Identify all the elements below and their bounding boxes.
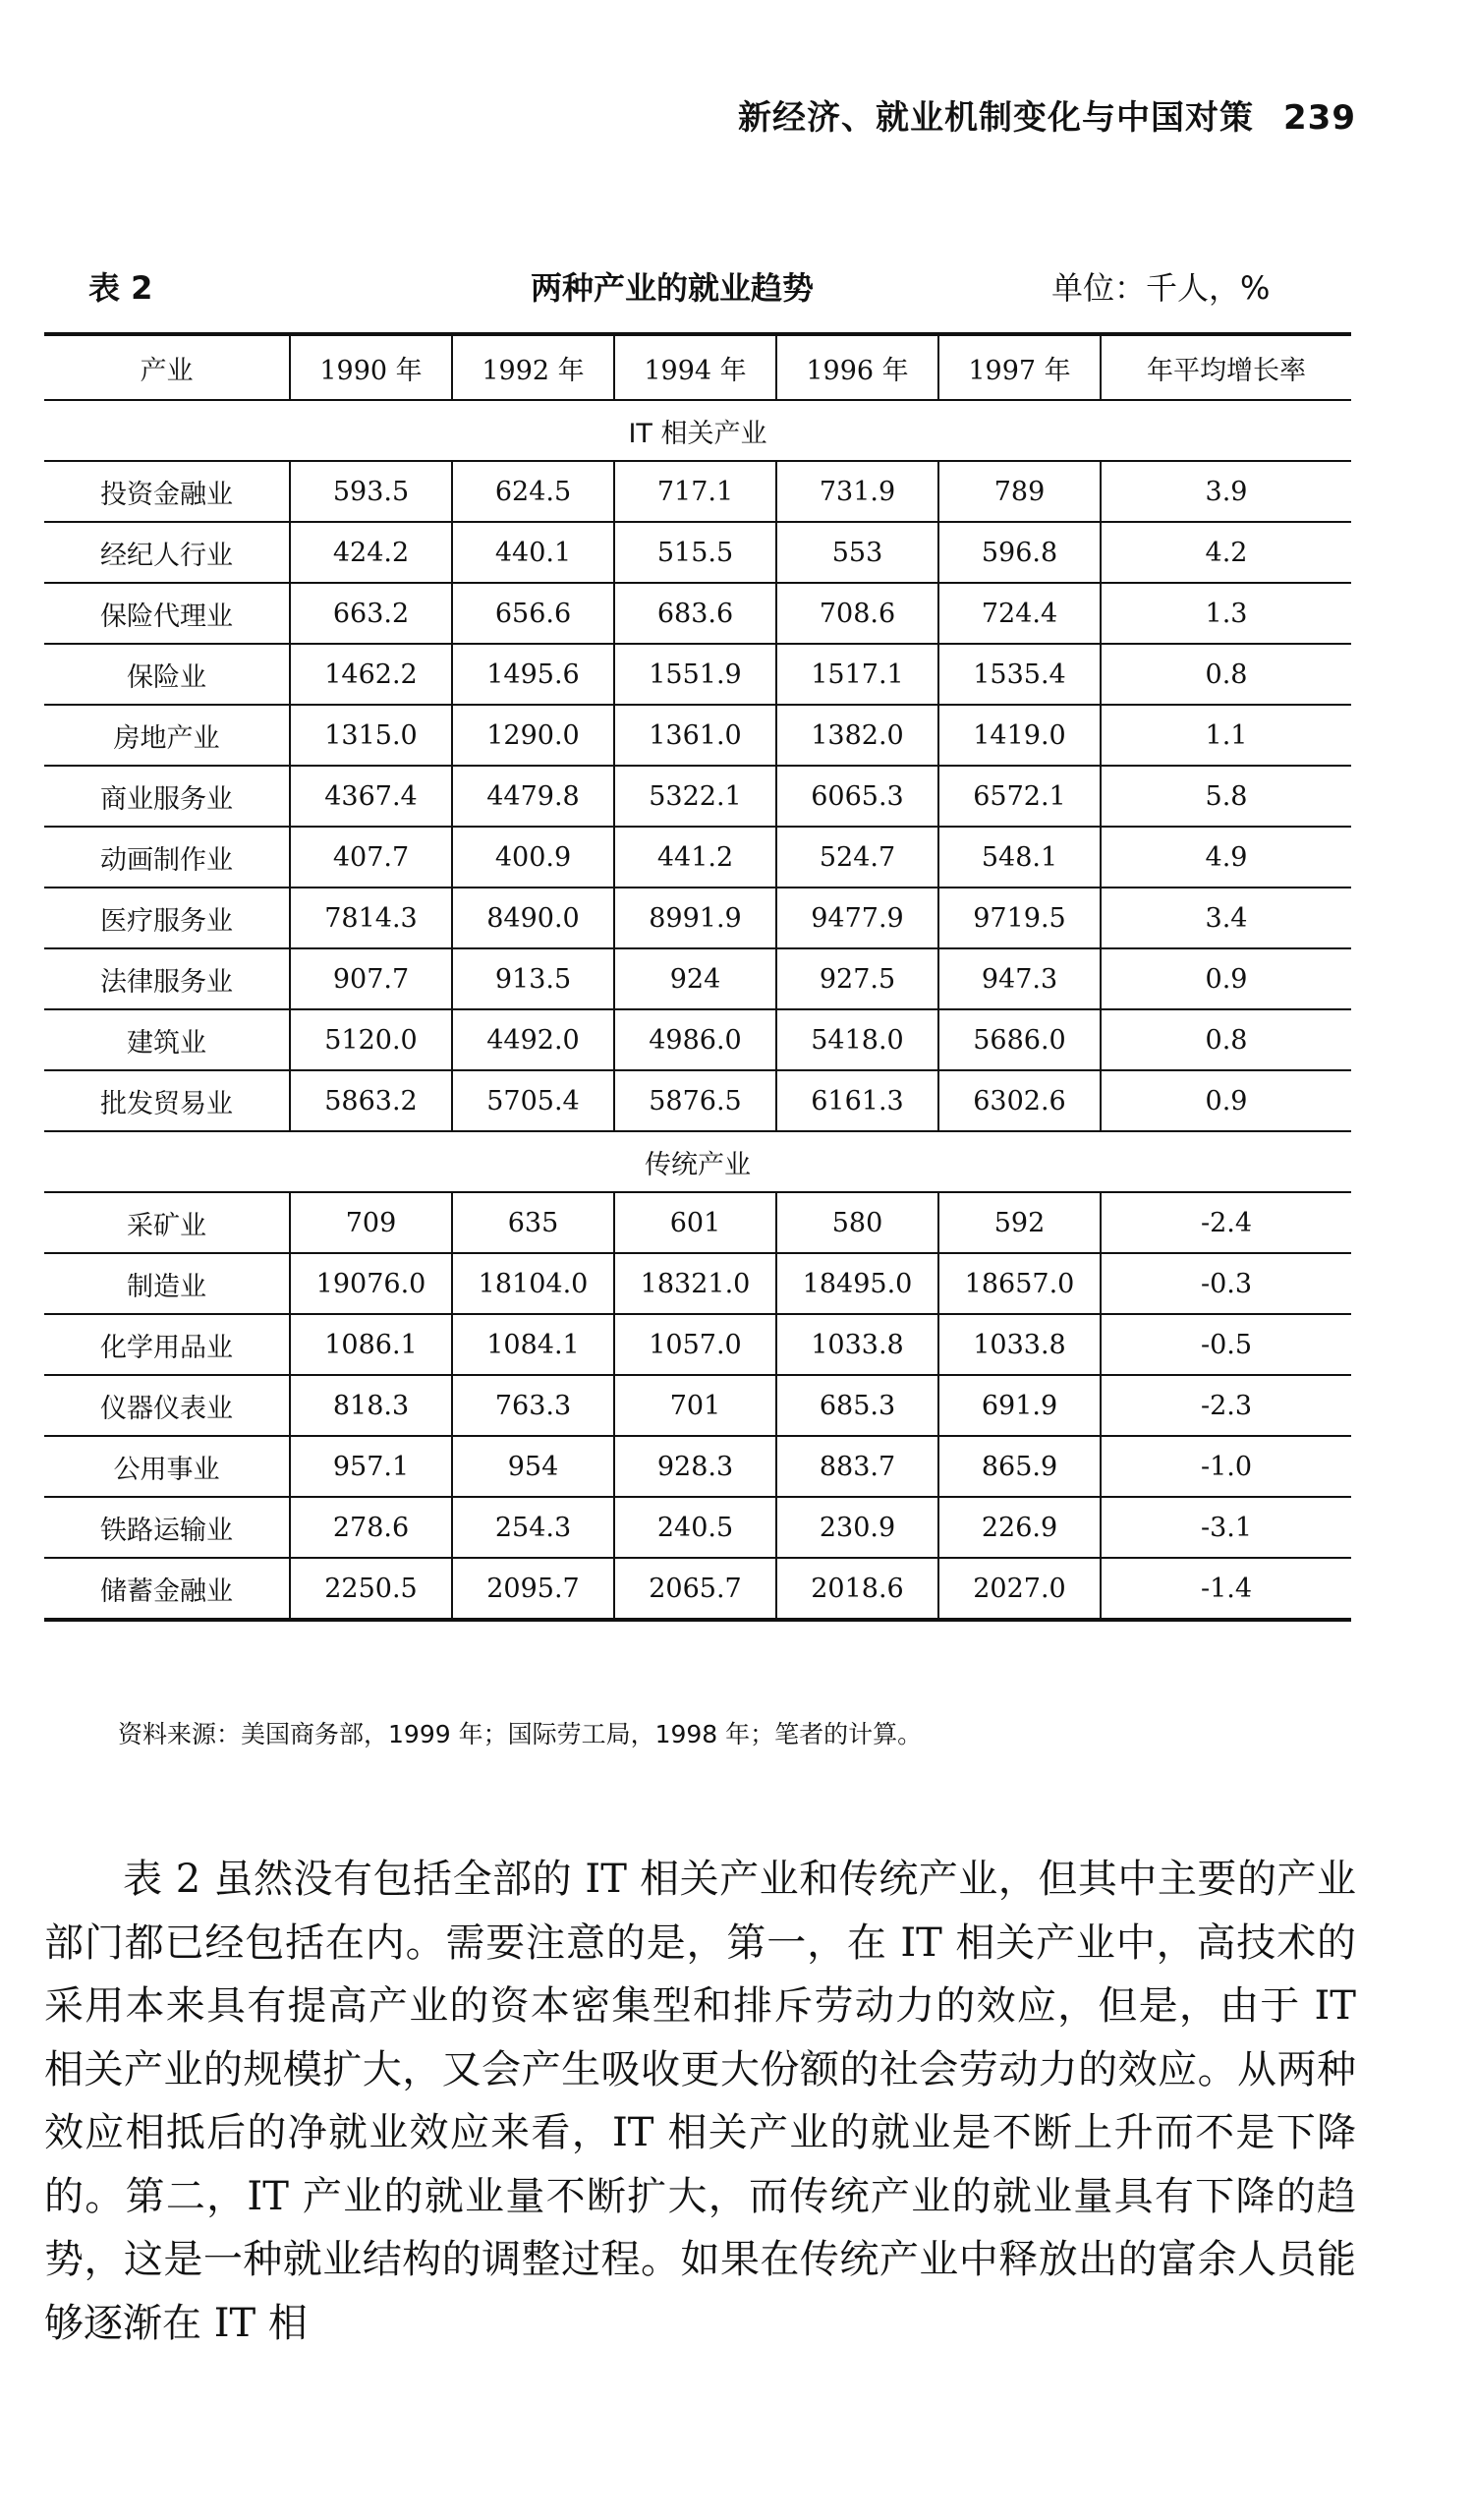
industry-name: 经纪人行业 [44,522,290,583]
industry-name: 公用事业 [44,1436,290,1497]
table-header-row [44,334,1351,400]
employment-trend-table [44,332,1351,1622]
table-cell: 18495.0 [776,1253,938,1314]
table-cell: 407.7 [290,827,452,888]
table-cell: 1462.2 [290,644,452,705]
table-cell: 883.7 [776,1436,938,1497]
industry-name: 房地产业 [44,705,290,766]
section-title: 传统产业 [44,1131,1351,1192]
industry-name: 制造业 [44,1253,290,1314]
table-cell: 226.9 [938,1497,1101,1558]
body-paragraph: 表 2 虽然没有包括全部的 IT 相关产业和传统产业，但其中主要的产业部门都已经包括在内。需要注意的是，第一，在 IT 相关产业中，高技术的采用本来具有提高产业的资本密集型和排斥劳动力的效应，但是，由于 IT 相关产业的规模扩大，又会产生吸收更大份额的社会劳动力的效应。从两种效应相抵后的净就业效应来看，IT 相关产业的就业是不断上升而不是下降的。第二，IT 产业的就业量不断扩大，而传统产业的就业量具有下降的趋势，这是一种就业结构的调整过程。如果在传统产业中释放出的富余人员能够逐渐在 IT 相 [44,1857,1356,2346]
table-cell: 1086.1 [290,1314,452,1375]
table-cell: 2027.0 [938,1558,1101,1620]
table-cell: 635 [452,1192,614,1253]
table-cell: 1315.0 [290,705,452,766]
table-row [44,1070,1351,1131]
table-row [44,461,1351,522]
table-cell: 1057.0 [614,1314,776,1375]
table-cell: -3.1 [1101,1497,1351,1558]
table-cell: 592 [938,1192,1101,1253]
table-cell: 927.5 [776,948,938,1009]
table-cell: 709 [290,1192,452,1253]
table-cell: 708.6 [776,583,938,644]
table-cell: -2.3 [1101,1375,1351,1436]
table-row [44,1558,1351,1620]
table-cell: 580 [776,1192,938,1253]
table-cell: -1.0 [1101,1436,1351,1497]
table-cell: 928.3 [614,1436,776,1497]
table-cell: 6161.3 [776,1070,938,1131]
industry-name: 化学用品业 [44,1314,290,1375]
table-row [44,1314,1351,1375]
table-row [44,583,1351,644]
table-title: 两种产业的就业趋势 [531,269,815,307]
table-cell: -0.3 [1101,1253,1351,1314]
table-cell: -1.4 [1101,1558,1351,1620]
table-cell: 254.3 [452,1497,614,1558]
table-cell: 3.4 [1101,888,1351,948]
table-unit: 单位：千人，% [1051,269,1271,307]
table-cell: 947.3 [938,948,1101,1009]
industry-name: 批发贸易业 [44,1070,290,1131]
table-cell: 8991.9 [614,888,776,948]
column-header: 1996 年 [776,334,938,400]
table-cell: 1361.0 [614,705,776,766]
table-cell: 4986.0 [614,1009,776,1070]
body-text [44,1848,1356,2355]
table-cell: 0.9 [1101,948,1351,1009]
column-header: 1994 年 [614,334,776,400]
table-cell: 1495.6 [452,644,614,705]
table-cell: 3.9 [1101,461,1351,522]
table-row [44,522,1351,583]
column-header: 年平均增长率 [1101,334,1351,400]
table-cell: 4492.0 [452,1009,614,1070]
table-cell: 4479.8 [452,766,614,827]
table-cell: 731.9 [776,461,938,522]
table-cell: 441.2 [614,827,776,888]
table-cell: -2.4 [1101,1192,1351,1253]
table-cell: 957.1 [290,1436,452,1497]
table-cell: 524.7 [776,827,938,888]
column-header: 1990 年 [290,334,452,400]
table-cell: 19076.0 [290,1253,452,1314]
section-row [44,1131,1351,1192]
table-cell: 2250.5 [290,1558,452,1620]
table-cell: 5705.4 [452,1070,614,1131]
industry-name: 仪器仪表业 [44,1375,290,1436]
table-cell: 1382.0 [776,705,938,766]
table-cell: 4.9 [1101,827,1351,888]
table-row [44,888,1351,948]
table-cell: 1419.0 [938,705,1101,766]
table-cell: 691.9 [938,1375,1101,1436]
table-cell: 763.3 [452,1375,614,1436]
table-cell: 548.1 [938,827,1101,888]
industry-name: 建筑业 [44,1009,290,1070]
table-caption [88,263,1366,313]
table-cell: 2018.6 [776,1558,938,1620]
industry-name: 动画制作业 [44,827,290,888]
table-cell: 596.8 [938,522,1101,583]
table-cell: 424.2 [290,522,452,583]
industry-name: 保险业 [44,644,290,705]
table-cell: 6302.6 [938,1070,1101,1131]
table-cell: 515.5 [614,522,776,583]
table-cell: 683.6 [614,583,776,644]
table-cell: 624.5 [452,461,614,522]
table-cell: 1290.0 [452,705,614,766]
table-cell: 440.1 [452,522,614,583]
table-row [44,1436,1351,1497]
table-cell: 18104.0 [452,1253,614,1314]
table-cell: 656.6 [452,583,614,644]
table-cell: 4367.4 [290,766,452,827]
table-cell: 907.7 [290,948,452,1009]
table-cell: 818.3 [290,1375,452,1436]
industry-name: 储蓄金融业 [44,1558,290,1620]
table-cell: 4.2 [1101,522,1351,583]
table-row [44,1192,1351,1253]
table-cell: 1033.8 [776,1314,938,1375]
table-cell: 724.4 [938,583,1101,644]
table-cell: 2065.7 [614,1558,776,1620]
table-cell: 865.9 [938,1436,1101,1497]
industry-name: 保险代理业 [44,583,290,644]
table-cell: 400.9 [452,827,614,888]
table-cell: 0.8 [1101,1009,1351,1070]
table-cell: 685.3 [776,1375,938,1436]
table-cell: 1084.1 [452,1314,614,1375]
table-row [44,1375,1351,1436]
running-header-title: 新经济、就业机制变化与中国对策 [738,98,1255,138]
table-cell: 5418.0 [776,1009,938,1070]
table-cell: 0.9 [1101,1070,1351,1131]
table-row [44,1253,1351,1314]
table-cell: 5.8 [1101,766,1351,827]
table-cell: 5863.2 [290,1070,452,1131]
table-cell: 0.8 [1101,644,1351,705]
table-label: 表 2 [88,269,153,307]
industry-name: 医疗服务业 [44,888,290,948]
section-row [44,400,1351,461]
industry-name: 投资金融业 [44,461,290,522]
table-cell: 717.1 [614,461,776,522]
table-cell: 954 [452,1436,614,1497]
table-cell: 1033.8 [938,1314,1101,1375]
table-cell: 701 [614,1375,776,1436]
table-cell: 6572.1 [938,766,1101,827]
table-cell: 1551.9 [614,644,776,705]
table-row [44,705,1351,766]
table-cell: 5876.5 [614,1070,776,1131]
table-cell: 1.3 [1101,583,1351,644]
running-header [738,90,1356,139]
table-cell: 18657.0 [938,1253,1101,1314]
industry-name: 商业服务业 [44,766,290,827]
table-row [44,948,1351,1009]
table-cell: 1.1 [1101,705,1351,766]
table-cell: 924 [614,948,776,1009]
table-row [44,1497,1351,1558]
table-cell: 553 [776,522,938,583]
table-row [44,766,1351,827]
table-cell: 9477.9 [776,888,938,948]
table-cell: 663.2 [290,583,452,644]
table-cell: 5120.0 [290,1009,452,1070]
industry-name: 法律服务业 [44,948,290,1009]
table-cell: 601 [614,1192,776,1253]
table-cell: 8490.0 [452,888,614,948]
table-cell: 913.5 [452,948,614,1009]
section-title: IT 相关产业 [44,400,1351,461]
table-cell: 593.5 [290,461,452,522]
table-cell: 1535.4 [938,644,1101,705]
column-header: 1997 年 [938,334,1101,400]
table-row [44,827,1351,888]
table-cell: 7814.3 [290,888,452,948]
column-header: 产业 [44,334,290,400]
table-cell: 18321.0 [614,1253,776,1314]
page-number: 239 [1283,98,1356,138]
table-row [44,644,1351,705]
table-cell: 9719.5 [938,888,1101,948]
table-cell: 6065.3 [776,766,938,827]
industry-name: 铁路运输业 [44,1497,290,1558]
table-cell: 230.9 [776,1497,938,1558]
table-cell: 278.6 [290,1497,452,1558]
source-note: 资料来源：美国商务部，1999 年；国际劳工局，1998 年；笔者的计算。 [118,1720,923,1748]
table-cell: 5322.1 [614,766,776,827]
table-row [44,1009,1351,1070]
table-cell: -0.5 [1101,1314,1351,1375]
table-cell: 789 [938,461,1101,522]
table-cell: 2095.7 [452,1558,614,1620]
column-header: 1992 年 [452,334,614,400]
industry-name: 采矿业 [44,1192,290,1253]
table-cell: 1517.1 [776,644,938,705]
table-cell: 240.5 [614,1497,776,1558]
table-cell: 5686.0 [938,1009,1101,1070]
